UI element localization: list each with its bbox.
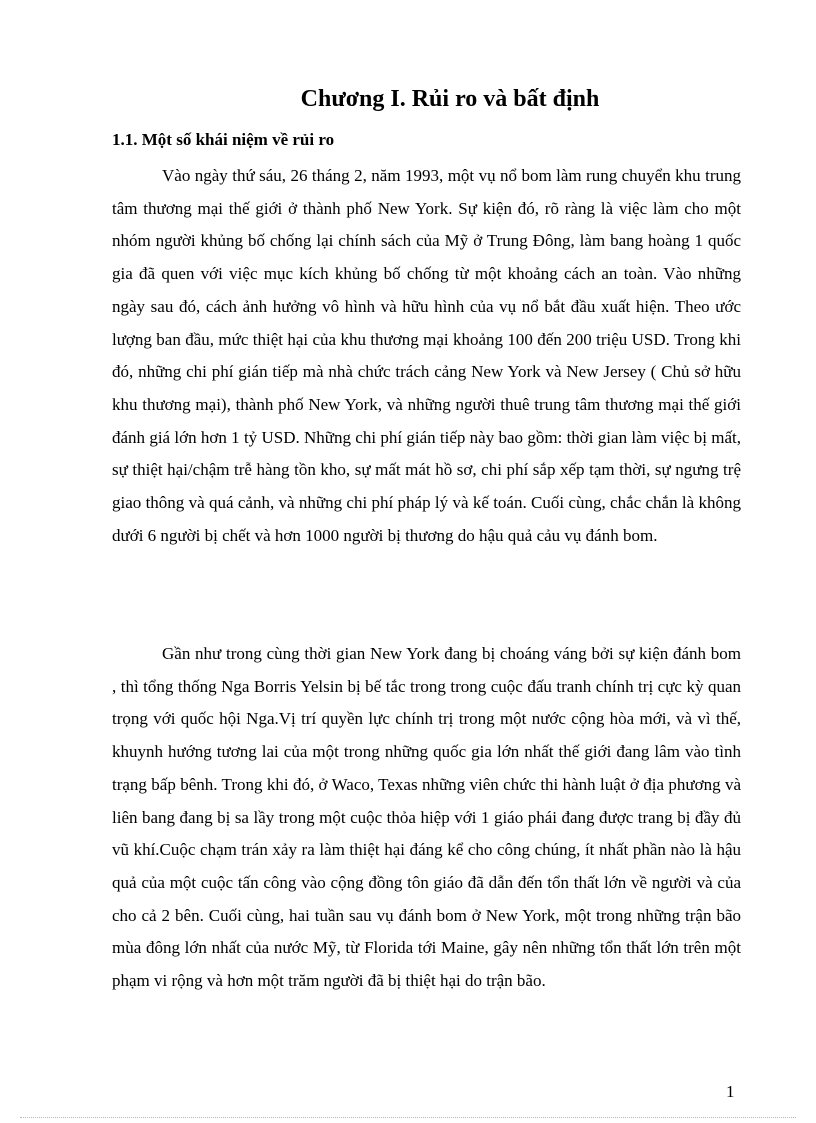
page-bottom-divider	[20, 1117, 796, 1118]
section-heading: 1.1. Một số khái niệm về rủi ro	[112, 130, 335, 149]
page-number: 1	[726, 1082, 735, 1101]
body-paragraph: Vào ngày thứ sáu, 26 tháng 2, năm 1993, một vụ nổ bom làm rung chuyển khu trung tâm thương mại thế giới ở thành phố New York. Sự kiện đó, rõ ràng là việc làm cho một nhóm người khủng bố chống lại chính sách của Mỹ ở Trung Đông, làm bang hoàng 1 quốc gia đã quen với việc mục kích khủng bố chống từ một khoảng cách an toàn. Vào những ngày sau đó, cách ảnh hưởng vô hình và hữu hình của vụ nổ bắt đầu xuất hiện. Theo ước lượng ban đầu, mức thiệt hại của khu thương mại khoảng 100 đến 200 triệu USD. Trong khi đó, những chi phí gián tiếp mà nhà chức trách cảng New York và New Jersey ( Chủ sở hữu khu thương mại), thành phố New York, và những người thuê trung tâm thương mại thế giới đánh giá lớn hơn 1 tỷ USD. Những chi phí gián tiếp này bao gồm: thời gian làm việc bị mất, sự thiệt hại/chậm trễ hàng tồn kho, sự mất mát hồ sơ, chi phí sắp xếp tạm thời, sự ngưng trệ giao thông và quá cảnh, và những chi phí pháp lý và kế toán. Cuối cùng, chắc chắn là không dưới 6 người bị chết và hơn 1000 người bị thương do hậu quả cảu vụ đánh bom.	[112, 166, 741, 545]
body-paragraph: Gần như trong cùng thời gian New York đang bị choáng váng bởi sự kiện đánh bom , thì tổng thống Nga Borris Yelsin bị bế tắc trong trong cuộc đấu tranh chính trị cực kỳ quan trọng với quốc hội Nga.Vị trí quyền lực chính trị trong một nước cộng hòa mới, và vì thế, khuynh hướng tương lai của một trong những quốc gia lớn nhất thế giới đang lâm vào tình trạng bấp bênh. Trong khi đó, ở Waco, Texas những viên chức thi hành luật ở địa phương và liên bang đang bị sa lầy trong một cuộc thỏa hiệp với 1 giáo phái đang được trang bị đầy đủ vũ khí.Cuộc chạm trán xảy ra làm thiệt hại đáng kể cho công chúng, ít nhất phần nào là hậu quả của một cuộc tấn công vào cộng đồng tôn giáo đã dẫn đến tổn thất lớn về người và của cho cả 2 bên. Cuối cùng, hai tuần sau vụ đánh bom ở New York, một trong những trận bão mùa đông lớn nhất của nước Mỹ, từ Florida tới Maine, gây nên những tổn thất lớn trên một phạm vi rộng và hơn một trăm người đã bị thiệt hại do trận bão.	[112, 644, 741, 991]
chapter-title: Chương I. Rủi ro và bất định	[300, 86, 600, 112]
